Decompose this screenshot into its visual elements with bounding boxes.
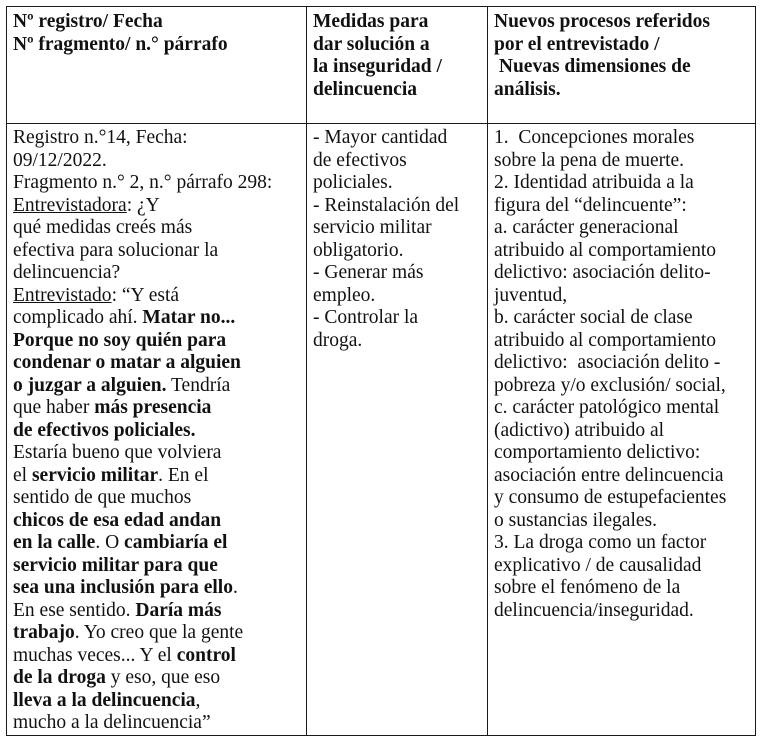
proceso-line: atribuido al comportamiento [494,329,717,351]
medida-line: - Reinstalación del [313,194,460,216]
medida-line: servicio militar [313,217,432,238]
proceso-line: c. carácter patológico mental [494,397,720,418]
proceso-line: delictivo: asociación delito - [494,352,721,373]
proceso-line: 2. Identidad atribuida a la [494,172,694,193]
cell-procesos [488,124,756,736]
medida-line: - Controlar la [313,307,419,328]
proceso-line: asociación entre delincuencia [494,464,724,486]
proceso-line: pobreza y/o exclusión/ social, [494,374,726,396]
proceso-line: delictivo: asociación delito- [494,262,711,283]
proceso-line: o sustancias ilegales. [494,509,657,531]
proceso-line: 1. Concepciones morales [494,127,695,148]
question-line: Entrevistadora: ¿Y [13,194,160,216]
proceso-line: figura del “delincuente”: [494,194,687,216]
proceso-line: sobre el fenómeno de la [494,577,681,598]
proceso-line: a. carácter generacional [494,217,679,238]
cell-registro-fragmento: Registro n.°14, Fecha: 09/12/2022. Fragmento n.° 2, n.° párrafo 298: Entrevistadora: ¿Y qué medidas creés más efectiva para solucionar la delincuencia? Entrevistado: “Y está complicado ahí. Matar no... Porque no soy quién para condenar o matar a alguien o juzgar a alguien. Tendría que haber más presencia de efectivos policiales. Estaría bueno que volviera el servicio militar. En el sentido de que muchos chicos de esa edad andan en la calle. O cambiaría el servicio militar para que sea una inclusión para ello. En ese sentido. Daría más trabajo. Yo creo que la gente muchas veces... Y el control de la droga y eso, que eso lleva a la delincuencia, mucho a la delincuencia” [7,124,307,736]
proceso-line: sobre la pena de muerte. [494,149,685,171]
proceso-line: juventud, [494,284,568,306]
proceso-line: delincuencia/inseguridad. [494,599,694,621]
medida-line: droga. [313,329,363,351]
body-row [7,124,756,736]
cell-medidas [307,124,488,736]
medida-line: obligatorio. [313,239,404,261]
registro-line: Registro n.°14, Fecha: [13,127,188,148]
medida-line: - Mayor cantidad [313,127,448,148]
proceso-line: (adictivo) atribuido al [494,419,665,441]
entrevistado-label: Entrevistado [13,284,112,306]
header-procesos: Nuevos procesos referidos por el entrevistado / Nuevas dimensiones de análisis. [488,7,756,124]
header-row [7,7,756,124]
proceso-line: y consumo de estupefacientes [494,487,727,508]
medida-line: empleo. [313,284,376,306]
medida-line: policiales. [313,172,393,193]
analysis-table [6,6,756,736]
proceso-line: b. carácter social de clase [494,307,693,328]
fecha-line: 09/12/2022. [13,149,107,171]
proceso-line: explicativo / de causalidad [494,554,702,576]
medida-line: - Generar más [313,262,424,283]
proceso-line: 3. La droga como un factor [494,532,707,553]
fragmento-line: Fragmento n.° 2, n.° párrafo 298: [13,172,273,193]
header-medidas: Medidas para dar solución a la inseguridad / delincuencia [307,7,488,124]
header-registro: Nº registro/ Fecha Nº fragmento/ n.° párrafo [7,7,307,124]
proceso-line: comportamiento delictivo: [494,442,701,463]
entrevistadora-label: Entrevistadora [13,194,127,216]
medida-line: de efectivos [313,149,407,171]
answer-line: Entrevistado: “Y está [13,284,180,306]
proceso-line: atribuido al comportamiento [494,239,717,261]
